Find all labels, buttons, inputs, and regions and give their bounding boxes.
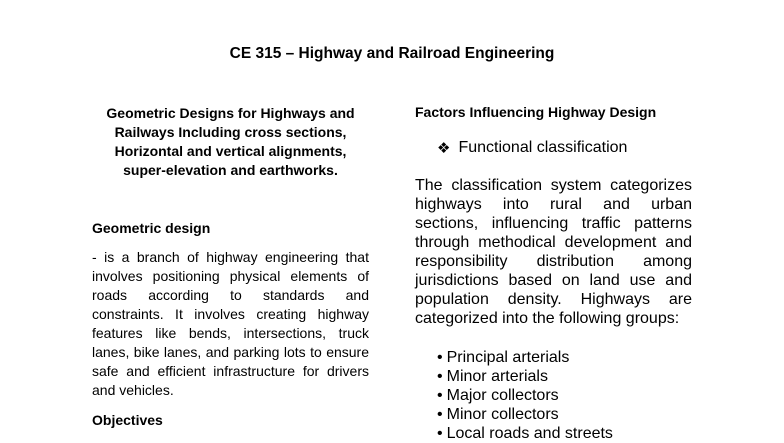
geometric-design-heading: Geometric design [92,220,211,236]
bullet-dot-icon: • [437,406,443,423]
bullet-dot-icon: • [437,368,443,385]
topic-heading: Geometric Designs for Highways and Railways Including cross sections, Horizontal and vertical alignments, super-elevation and earthworks. [106,105,355,178]
document-title: CE 315 – Highway and Railroad Engineering [229,45,555,62]
geometric-design-paragraph: - is a branch of highway engineering that involves positioning physical elements of roads according to standards and constraints. It involves creating highway features like bends, intersections, truck lanes, bike lanes, and parking lots to ensure safe and efficient infrastructure for drivers and vehicles. [92,249,369,398]
functional-classification-item [437,139,627,157]
functional-classification-label: Functional classification [458,139,628,156]
road-groups-list [437,348,613,443]
diamond-bullet-icon: ❖ [437,139,451,157]
bullet-dot-icon: • [437,387,443,404]
list-item: • Major collectors [437,387,559,404]
left-column [92,104,369,428]
list-item: • Local roads and streets [437,425,613,442]
bullet-dot-icon: • [437,425,443,442]
classification-paragraph: The classification system categorizes highways into rural and urban sections, influencing traffic patterns through methodical development and responsibility distribution among jurisdictions based on land use and population density. Highways are categorized into the following groups: [415,177,692,327]
list-item: • Principal arterials [437,349,570,366]
bullet-dot-icon: • [437,349,443,366]
list-item: • Minor collectors [437,406,559,423]
list-item: • Minor arterials [437,368,548,385]
objectives-heading: Objectives [92,412,163,428]
factors-heading: Factors Influencing Highway Design [415,104,657,120]
